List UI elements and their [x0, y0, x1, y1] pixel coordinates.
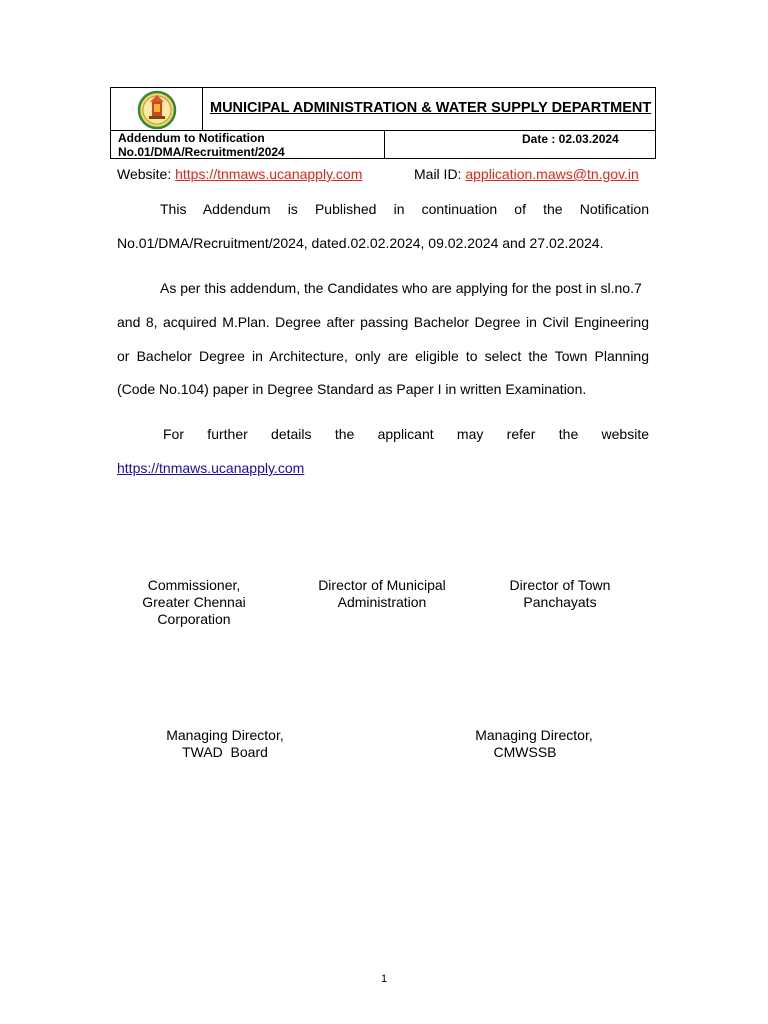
- signatory-director-municipal: [302, 577, 462, 611]
- department-title: MUNICIPAL ADMINISTRATION & WATER SUPPLY DEPARTMENT: [210, 100, 652, 116]
- addendum-line-1: Addendum to Notification: [118, 131, 265, 145]
- website-label: Website:: [117, 166, 172, 182]
- header-table: [110, 87, 656, 159]
- emblem-icon: [137, 90, 177, 130]
- addendum-line-2: No.01/DMA/Recruitment/2024: [118, 145, 285, 159]
- signatory-3-line-2: Panchayats: [523, 594, 597, 610]
- paragraph-1-line-1: This Addendum is Published in continuation of the Notification: [160, 201, 649, 217]
- reference-website-link[interactable]: https://tnmaws.ucanapply.com: [117, 460, 305, 476]
- addendum-reference: [118, 131, 285, 159]
- signatory-md-twad: [145, 727, 305, 761]
- notice-date: Date : 02.03.2024: [522, 132, 619, 146]
- mail-line: [414, 166, 639, 183]
- paragraph-2-line-1: As per this addendum, the Candidates who are applying for the post in sl.no.7: [160, 280, 642, 296]
- signatory-3-line-1: Director of Town: [509, 577, 611, 593]
- signatory-1-line-1: Commissioner,: [147, 577, 241, 593]
- signatory-commissioner: [114, 577, 274, 628]
- signatory-md-cmwssb: [454, 727, 614, 761]
- signatory-4-line-1: Managing Director,: [166, 727, 284, 743]
- signatory-5-line-1: Managing Director,: [475, 727, 593, 743]
- website-line: [117, 166, 362, 183]
- signatory-2-line-1: Director of Municipal: [318, 577, 446, 593]
- page-number: 1: [380, 973, 388, 985]
- signatory-director-town-panchayats: [480, 577, 640, 611]
- paragraph-1-line-2: No.01/DMA/Recruitment/2024, dated.02.02.2024, 09.02.2024 and 27.02.2024.: [117, 235, 604, 251]
- paragraph-2-line-4: (Code No.104) paper in Degree Standard as Paper I in written Examination.: [117, 381, 587, 397]
- paragraph-3-link-line: [117, 460, 304, 477]
- paragraph-2-line-2: and 8, acquired M.Plan. Degree after passing Bachelor Degree in Civil Engineering: [117, 314, 649, 330]
- website-link[interactable]: https://tnmaws.ucanapply.com: [175, 166, 363, 182]
- signatory-5-line-2: CMWSSB: [493, 744, 557, 760]
- signatory-4-line-2: TWAD Board: [182, 744, 268, 760]
- mail-link[interactable]: application.maws@tn.gov.in: [465, 166, 639, 182]
- signatory-2-line-2: Administration: [337, 594, 427, 610]
- signatory-1-line-3: Corporation: [157, 611, 231, 627]
- paragraph-3-line-1: For further details the applicant may refer the website: [163, 426, 649, 442]
- paragraph-2-line-3: or Bachelor Degree in Architecture, only are eligible to select the Town Planning: [117, 348, 649, 364]
- signatory-1-line-2: Greater Chennai: [142, 594, 246, 610]
- mail-label: Mail ID:: [414, 166, 462, 182]
